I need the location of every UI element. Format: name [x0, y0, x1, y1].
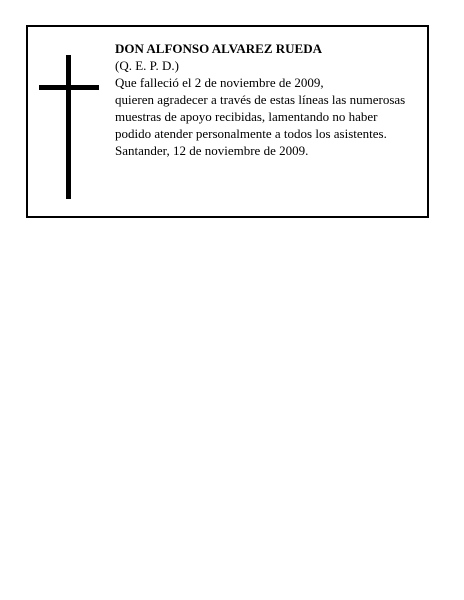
cross-horizontal-bar [39, 85, 99, 90]
notice-text [115, 40, 425, 159]
deceased-name: DON ALFONSO ALVAREZ RUEDA [115, 41, 322, 56]
notice-line-death: Que falleció el 2 de noviembre de 2009, [115, 75, 324, 90]
notice-line-thanks: quieren agradecer a través de estas líneas las numerosas [115, 92, 406, 107]
notice-place-date: Santander, 12 de noviembre de 2009. [115, 143, 309, 158]
cross-icon [39, 55, 99, 199]
notice-line-attendees: podido atender personalmente a todos los asistentes. [115, 126, 387, 141]
obituary-notice [26, 25, 429, 218]
notice-line-support: muestras de apoyo recibidas, lamentando no haber [115, 109, 378, 124]
cross-vertical-bar [66, 55, 71, 199]
qepd-label: (Q. E. P. D.) [115, 58, 179, 73]
